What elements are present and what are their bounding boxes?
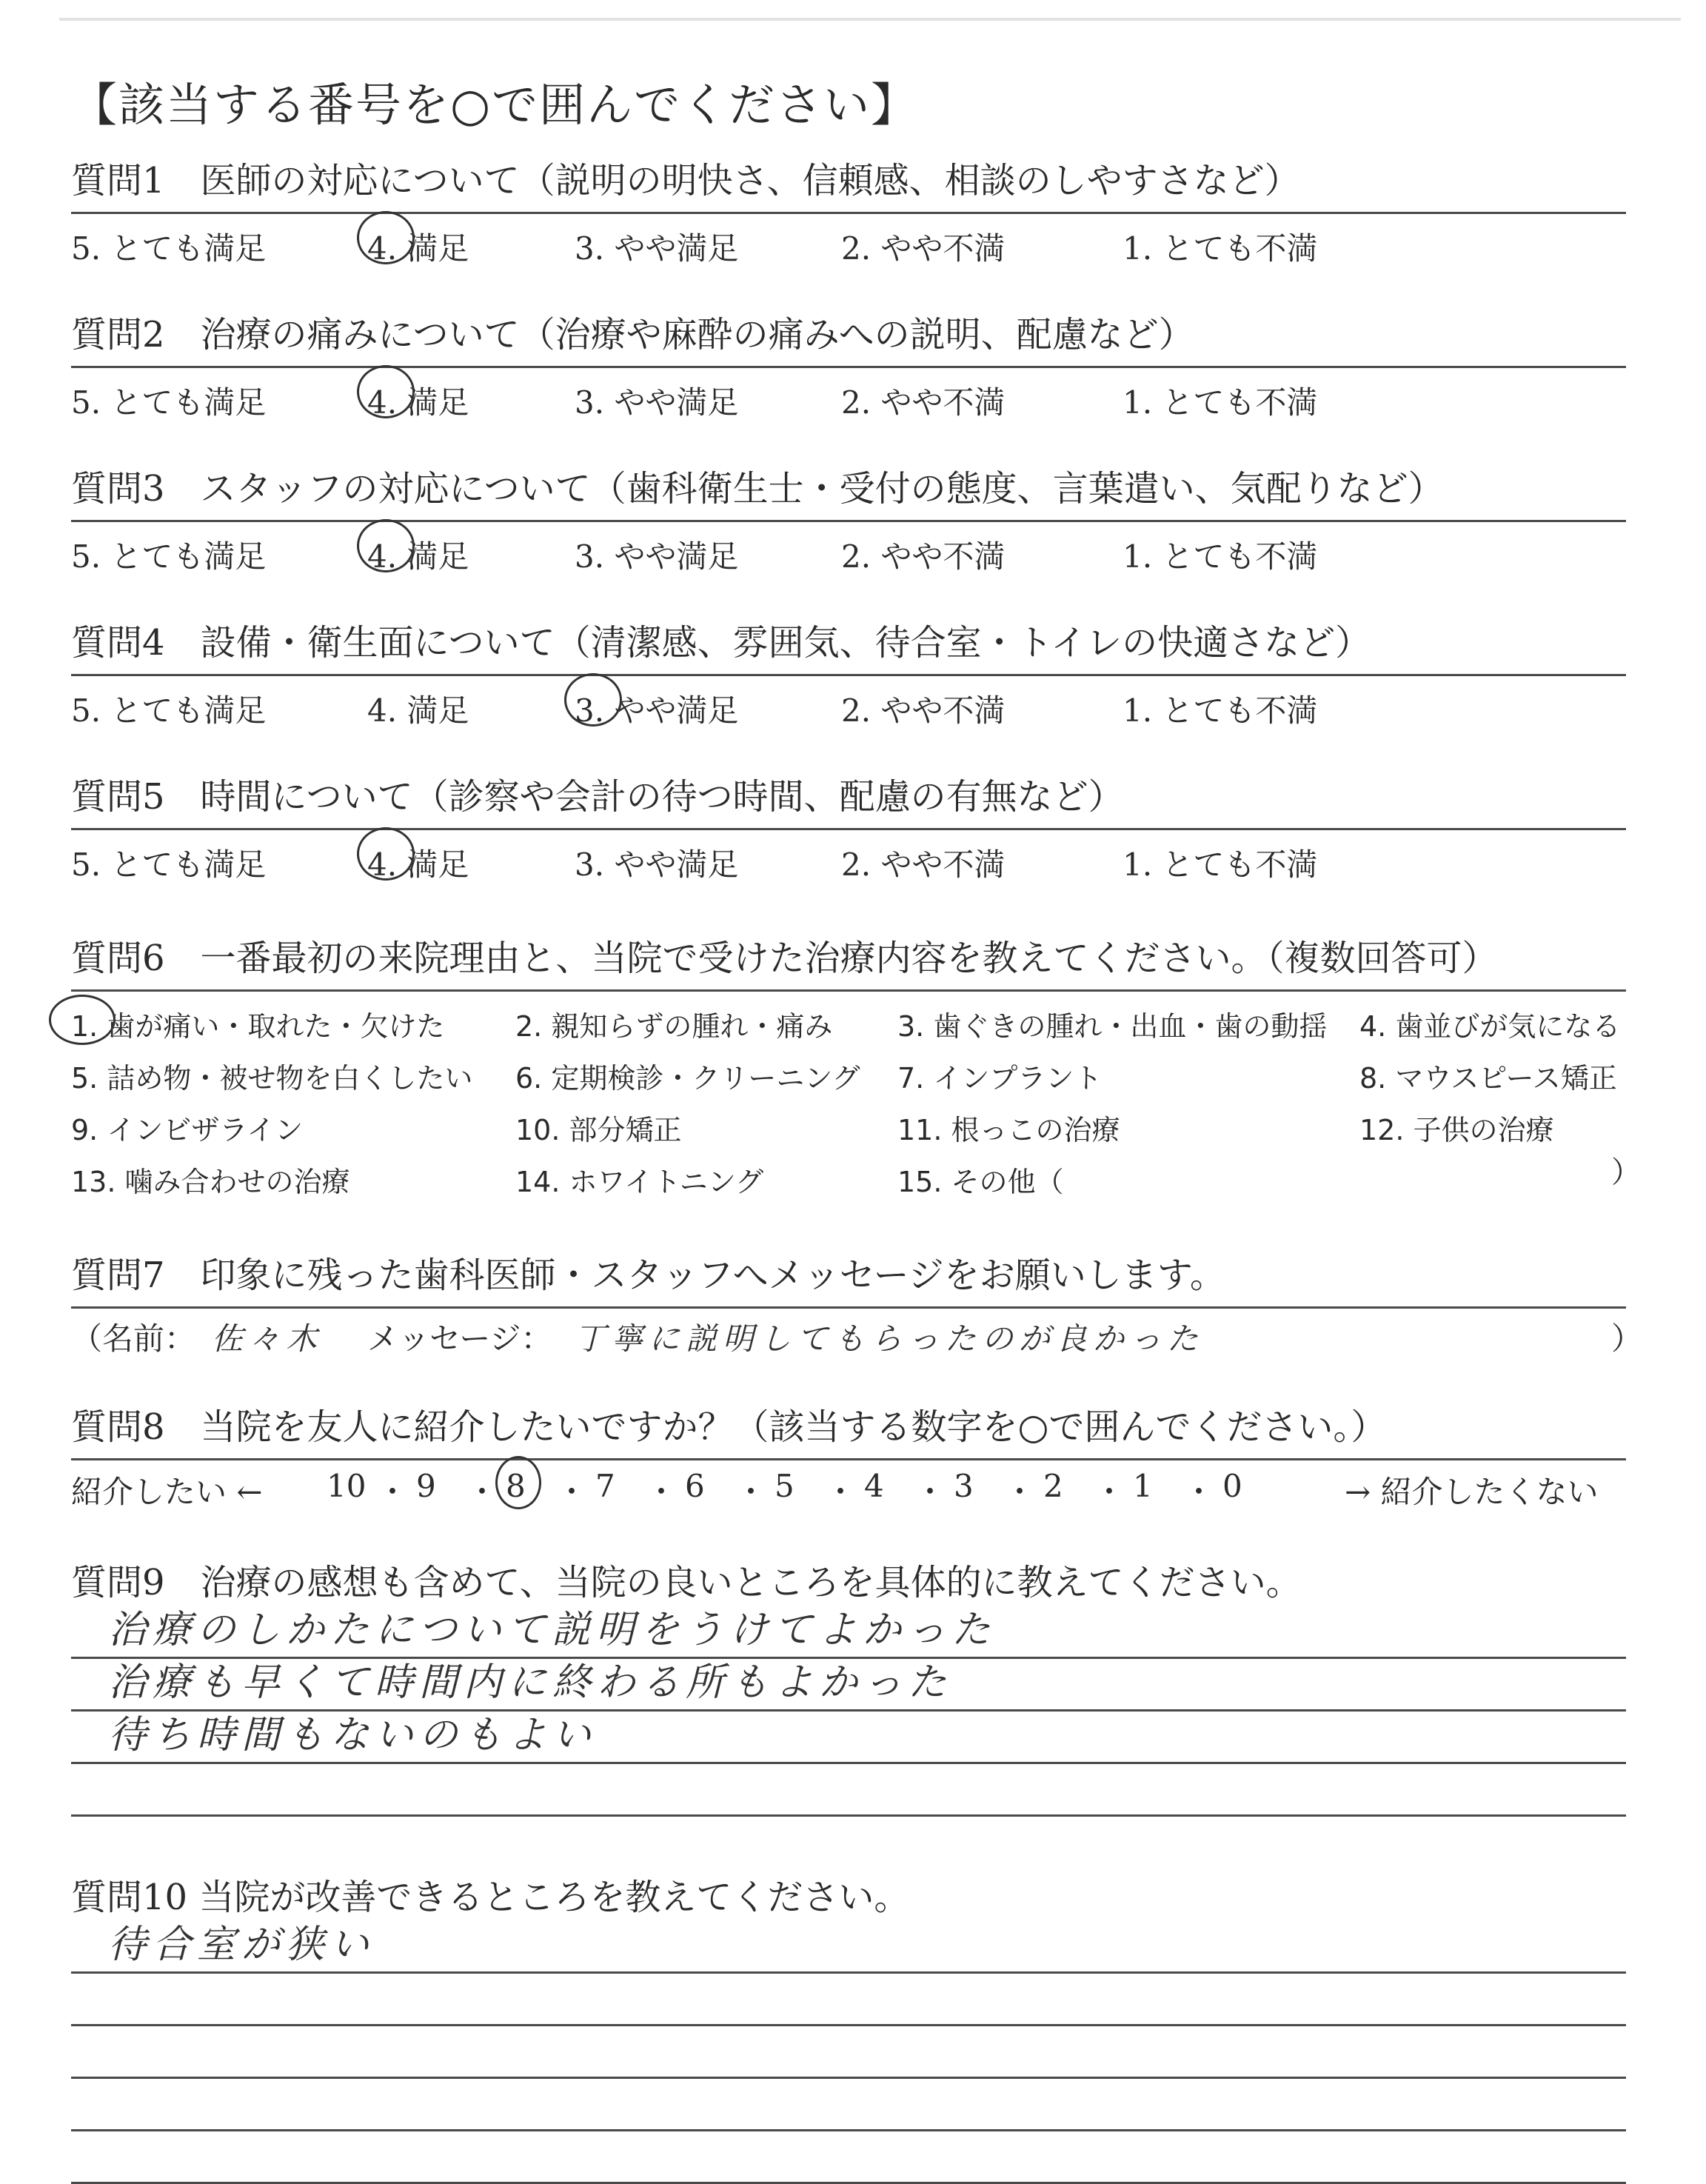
scale-number[interactable]: 8 <box>506 1468 526 1504</box>
scale-separator: ・ <box>914 1474 946 1510</box>
top-rule <box>59 18 1681 21</box>
reason-option[interactable]: 7. インプラント <box>897 1062 1103 1095</box>
question-title: 質問9 治療の感想も含めて、当院の良いところを具体的に教えてください。 <box>71 1562 1302 1603</box>
rating-options <box>71 835 1626 883</box>
reason-option[interactable]: 6. 定期検診・クリーニング <box>515 1062 860 1095</box>
scale-number[interactable]: 3 <box>954 1468 974 1504</box>
selected-circle <box>357 211 415 264</box>
question-5 <box>71 773 1626 883</box>
rating-option[interactable]: 2. やや不満 <box>841 230 1006 267</box>
question-title: 質問8 当院を友人に紹介したいですか？（該当する数字を○で囲んでください。） <box>71 1406 1387 1448</box>
rating-option[interactable]: 2. やや不満 <box>841 384 1006 421</box>
scale-separator: ・ <box>1094 1474 1125 1510</box>
scale-separator: ・ <box>735 1474 767 1510</box>
page-heading: 【該当する番号を○で囲んでください】 <box>71 78 919 132</box>
scale-separator: ・ <box>1004 1474 1036 1510</box>
reason-option[interactable]: 9. インビザライン <box>71 1114 304 1146</box>
rating-option[interactable]: 4. 満足 <box>367 384 469 421</box>
selected-circle <box>564 673 622 727</box>
question-4 <box>71 619 1626 729</box>
question-title: 質問5 時間について（診察や会計の待つ時間、配慮の有無など） <box>71 776 1124 818</box>
rating-option[interactable]: 1. とても不満 <box>1123 230 1318 267</box>
scale-separator: ・ <box>556 1474 588 1510</box>
selected-circle <box>357 365 415 418</box>
recommend-scale <box>71 1460 1626 1512</box>
question-title: 質問1 医師の対応について（説明の明快さ、信頼感、相談のしやすさなど） <box>71 160 1300 201</box>
selected-circle <box>495 1456 541 1509</box>
answer-lines <box>71 1606 1626 1817</box>
rating-option[interactable]: 4. 満足 <box>367 538 469 575</box>
question-rule <box>71 212 1626 214</box>
answer-line[interactable] <box>71 2079 1626 2131</box>
reason-option[interactable]: 3. 歯ぐきの腫れ・出血・歯の動揺 <box>897 1010 1328 1043</box>
answer-line[interactable] <box>71 1764 1626 1817</box>
answer-text: 待ち時間もないのもよい <box>108 1713 598 1757</box>
rating-option[interactable]: 3. やや満足 <box>575 692 739 729</box>
other-close-paren: ） <box>1611 1155 1641 1189</box>
scale-separator: ・ <box>825 1474 857 1510</box>
reason-options <box>71 993 1641 1208</box>
reason-option[interactable]: 11. 根っこの治療 <box>897 1114 1120 1146</box>
question-6 <box>71 935 1641 1208</box>
question-title: 質問2 治療の痛みについて（治療や麻酔の痛みへの説明、配慮など） <box>71 314 1194 355</box>
rating-option[interactable]: 5. とても満足 <box>71 692 267 729</box>
rating-option[interactable]: 1. とても不満 <box>1123 384 1318 421</box>
reason-option[interactable]: 12. 子供の治療 <box>1359 1114 1554 1146</box>
question-7 <box>71 1252 1643 1360</box>
question-1 <box>71 157 1626 267</box>
rating-option[interactable]: 4. 満足 <box>367 846 469 883</box>
reason-option[interactable]: 1. 歯が痛い・取れた・欠けた <box>71 1010 445 1043</box>
question-3 <box>71 465 1626 575</box>
scale-number[interactable]: 5 <box>775 1468 795 1504</box>
message-value[interactable]: 丁寧に説明してもらったのが良かった <box>575 1320 1205 1357</box>
scale-number[interactable]: 0 <box>1222 1468 1242 1504</box>
scale-number[interactable]: 2 <box>1043 1468 1063 1504</box>
scale-number[interactable]: 7 <box>595 1468 615 1504</box>
rating-option[interactable]: 5. とても満足 <box>71 230 267 267</box>
reason-option[interactable]: 13. 噛み合わせの治療 <box>71 1166 350 1198</box>
question-title: 質問10 当院が改善できるところを教えてください。 <box>71 1877 910 1918</box>
scale-number[interactable]: 9 <box>416 1468 436 1504</box>
reason-option[interactable]: 14. ホワイトニング <box>515 1166 764 1198</box>
rating-option[interactable]: 1. とても不満 <box>1123 692 1318 729</box>
question-rule <box>71 989 1626 992</box>
question-rule <box>71 828 1626 830</box>
reason-option[interactable]: 15. その他（ <box>897 1166 1064 1198</box>
rating-option[interactable]: 3. やや満足 <box>575 538 739 575</box>
rating-options <box>71 218 1626 267</box>
scale-separator: ・ <box>466 1474 498 1510</box>
scale-number[interactable]: 6 <box>685 1468 705 1504</box>
answer-lines <box>71 1921 1626 2184</box>
answer-text: 治療も早くて時間内に終わる所もよかった <box>108 1660 953 1705</box>
rating-option[interactable]: 4. 満足 <box>367 692 469 729</box>
rating-options <box>71 681 1626 729</box>
answer-line[interactable] <box>71 2131 1626 2184</box>
rating-option[interactable]: 5. とても満足 <box>71 846 267 883</box>
question-10 <box>71 1874 1626 2184</box>
rating-option[interactable]: 2. やや不満 <box>841 846 1006 883</box>
answer-line[interactable] <box>71 1712 1626 1764</box>
answer-line[interactable] <box>71 1921 1626 1974</box>
scale-separator: ・ <box>1183 1474 1215 1510</box>
rating-option[interactable]: 1. とても不満 <box>1123 538 1318 575</box>
rating-option[interactable]: 5. とても満足 <box>71 384 267 421</box>
scale-right-label: → 紹介したくない <box>1345 1474 1599 1510</box>
rating-option[interactable]: 4. 満足 <box>367 230 469 267</box>
reason-option[interactable]: 2. 親知らずの腫れ・痛み <box>515 1010 833 1043</box>
question-rule <box>71 366 1626 368</box>
scale-number[interactable]: 4 <box>864 1468 884 1504</box>
scale-number[interactable]: 1 <box>1133 1468 1153 1504</box>
reason-option[interactable]: 5. 詰め物・被せ物を白くしたい <box>71 1062 473 1095</box>
answer-text: 治療のしかたについて説明をうけてよかった <box>108 1608 996 1652</box>
question-8 <box>71 1403 1626 1512</box>
name-value[interactable]: 佐々木 <box>212 1320 324 1357</box>
selected-circle <box>357 827 415 881</box>
question-9 <box>71 1559 1626 1817</box>
selected-circle <box>49 995 116 1045</box>
rating-option[interactable]: 2. やや不満 <box>841 692 1006 729</box>
message-line <box>71 1309 1643 1360</box>
question-title: 質問4 設備・衛生面について（清潔感、雰囲気、待合室・トイレの快適さなど） <box>71 622 1371 664</box>
question-title: 質問7 印象に残った歯科医師・スタッフへメッセージをお願いします。 <box>71 1255 1225 1296</box>
question-rule <box>71 674 1626 676</box>
answer-line[interactable] <box>71 1974 1626 2026</box>
question-rule <box>71 520 1626 522</box>
question-2 <box>71 311 1626 421</box>
message-label: メッセージ： <box>367 1320 552 1357</box>
rating-options <box>71 527 1626 575</box>
reason-option[interactable]: 8. マウスピース矯正 <box>1359 1062 1617 1095</box>
reason-option[interactable]: 10. 部分矯正 <box>515 1114 682 1146</box>
answer-line[interactable] <box>71 2026 1626 2079</box>
scale-separator: ・ <box>377 1474 409 1510</box>
question-title: 質問6 一番最初の来院理由と、当院で受けた治療内容を教えてください。（複数回答可） <box>71 938 1498 979</box>
scale-number[interactable]: 10 <box>327 1468 367 1504</box>
rating-option[interactable]: 5. とても満足 <box>71 538 267 575</box>
rating-option[interactable]: 2. やや不満 <box>841 538 1006 575</box>
rating-option[interactable]: 3. やや満足 <box>575 230 739 267</box>
rating-options <box>71 373 1626 421</box>
scale-separator: ・ <box>646 1474 678 1510</box>
selected-circle <box>357 519 415 572</box>
rating-option[interactable]: 1. とても不満 <box>1123 846 1318 883</box>
answer-text: 待合室が狭い <box>108 1923 375 1967</box>
rating-option[interactable]: 3. やや満足 <box>575 384 739 421</box>
scale-left-label: 紹介したい ← <box>71 1474 263 1510</box>
name-label: （名前： <box>71 1320 196 1357</box>
question-title: 質問3 スタッフの対応について（歯科衛生士・受付の態度、言葉遣い、気配りなど） <box>71 468 1444 510</box>
reason-option[interactable]: 4. 歯並びが気になる <box>1359 1010 1621 1043</box>
rating-option[interactable]: 3. やや満足 <box>575 846 739 883</box>
close-paren: ） <box>1611 1320 1643 1357</box>
